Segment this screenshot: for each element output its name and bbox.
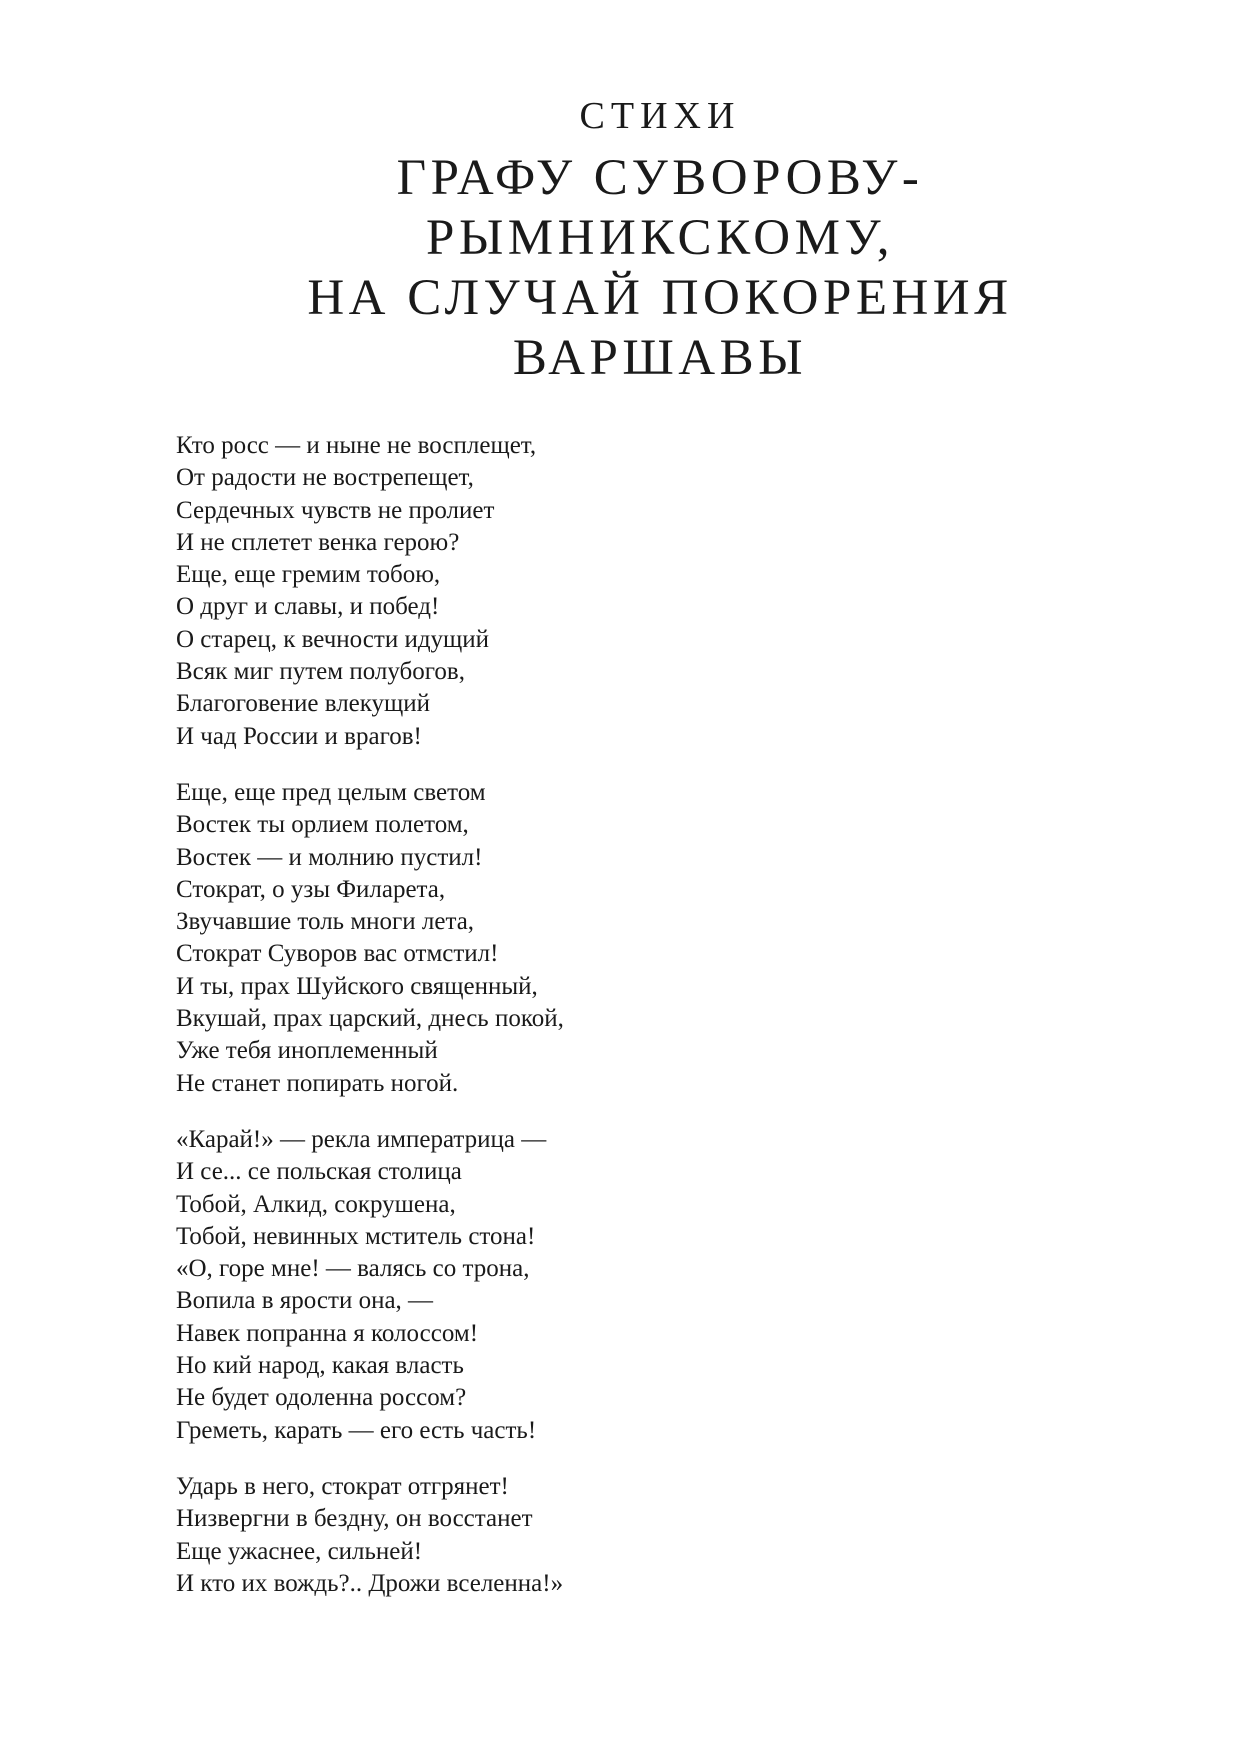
- verse-line: И кто их вождь?.. Дрожи вселенна!»: [176, 1569, 564, 1597]
- verse-line: Востек ты орлием полетом,: [176, 811, 469, 839]
- title-line: ВАРШАВЫ: [512, 330, 808, 386]
- verse-line: Всяк миг путем полубогов,: [176, 658, 465, 686]
- stanza-1: [176, 430, 1076, 753]
- verse-line: Греметь, карать — его есть часть!: [176, 1416, 537, 1444]
- verse-line: Ударь в него, стократ отгрянет!: [176, 1472, 509, 1500]
- title-line: РЫМНИКСКОМУ,: [425, 210, 895, 266]
- title-line: ГРАФУ СУВОРОВУ-: [396, 150, 924, 206]
- verse-line: Еще, еще пред целым светом: [176, 778, 486, 806]
- verse-line: «Карай!» — рекла императрица —: [176, 1125, 547, 1153]
- verse-line: Не будет одоленна россом?: [176, 1384, 467, 1412]
- poem-body: [176, 430, 1076, 1624]
- verse-line: О друг и славы, и побед!: [176, 593, 440, 621]
- verse-line: Кто росс — и ныне не восплещет,: [176, 432, 537, 459]
- poem-title: [80, 148, 1240, 388]
- title-line: НА СЛУЧАЙ ПОКОРЕНИЯ: [307, 270, 1013, 326]
- verse-line: И не сплетет венка герою?: [176, 528, 460, 556]
- verse-line: Звучавшие толь многи лета,: [176, 908, 475, 936]
- verse-line: И чад России и врагов!: [176, 722, 422, 750]
- poem-header: [0, 92, 1240, 388]
- verse-line: Уже тебя иноплеменный: [176, 1037, 438, 1065]
- section-kicker: СТИХИ: [579, 95, 741, 137]
- verse-line: Еще ужаснее, сильней!: [176, 1537, 423, 1565]
- verse-line: Тобой, невинных мститель стона!: [176, 1222, 536, 1250]
- verse-line: Вопила в ярости она, —: [176, 1287, 434, 1315]
- verse-line: Стократ, о узы Филарета,: [176, 875, 446, 903]
- verse-line: Благоговение влекущий: [176, 690, 431, 718]
- verse-line: Низвергни в бездну, он восстанет: [176, 1505, 533, 1533]
- stanza-3: [176, 1124, 1076, 1447]
- verse-line: О старец, к вечности идущий: [176, 625, 490, 653]
- verse-line: Стократ Суворов вас отмстил!: [176, 940, 499, 968]
- verse-line: Востек — и молнию пустил!: [176, 843, 483, 871]
- verse-line: Сердечных чувств не пролиет: [176, 496, 495, 524]
- stanza-2: [176, 777, 1076, 1100]
- verse-line: Еще, еще гремим тобою,: [176, 561, 441, 589]
- verse-line: «О, горе мне! — валясь со трона,: [176, 1255, 530, 1283]
- verse-line: От радости не вострепещет,: [176, 464, 474, 492]
- verse-line: Но кий народ, какая власть: [176, 1352, 464, 1380]
- verse-line: И се... се польская столица: [176, 1158, 462, 1186]
- verse-line: Вкушай, прах царский, днесь покой,: [176, 1005, 564, 1033]
- verse-line: Не станет попирать ногой.: [176, 1069, 459, 1097]
- stanza-4: [176, 1471, 1076, 1600]
- verse-line: Навек попранна я колоссом!: [176, 1319, 479, 1347]
- verse-line: Тобой, Алкид, сокрушена,: [176, 1190, 456, 1218]
- verse-line: И ты, прах Шуйского священный,: [176, 972, 538, 1000]
